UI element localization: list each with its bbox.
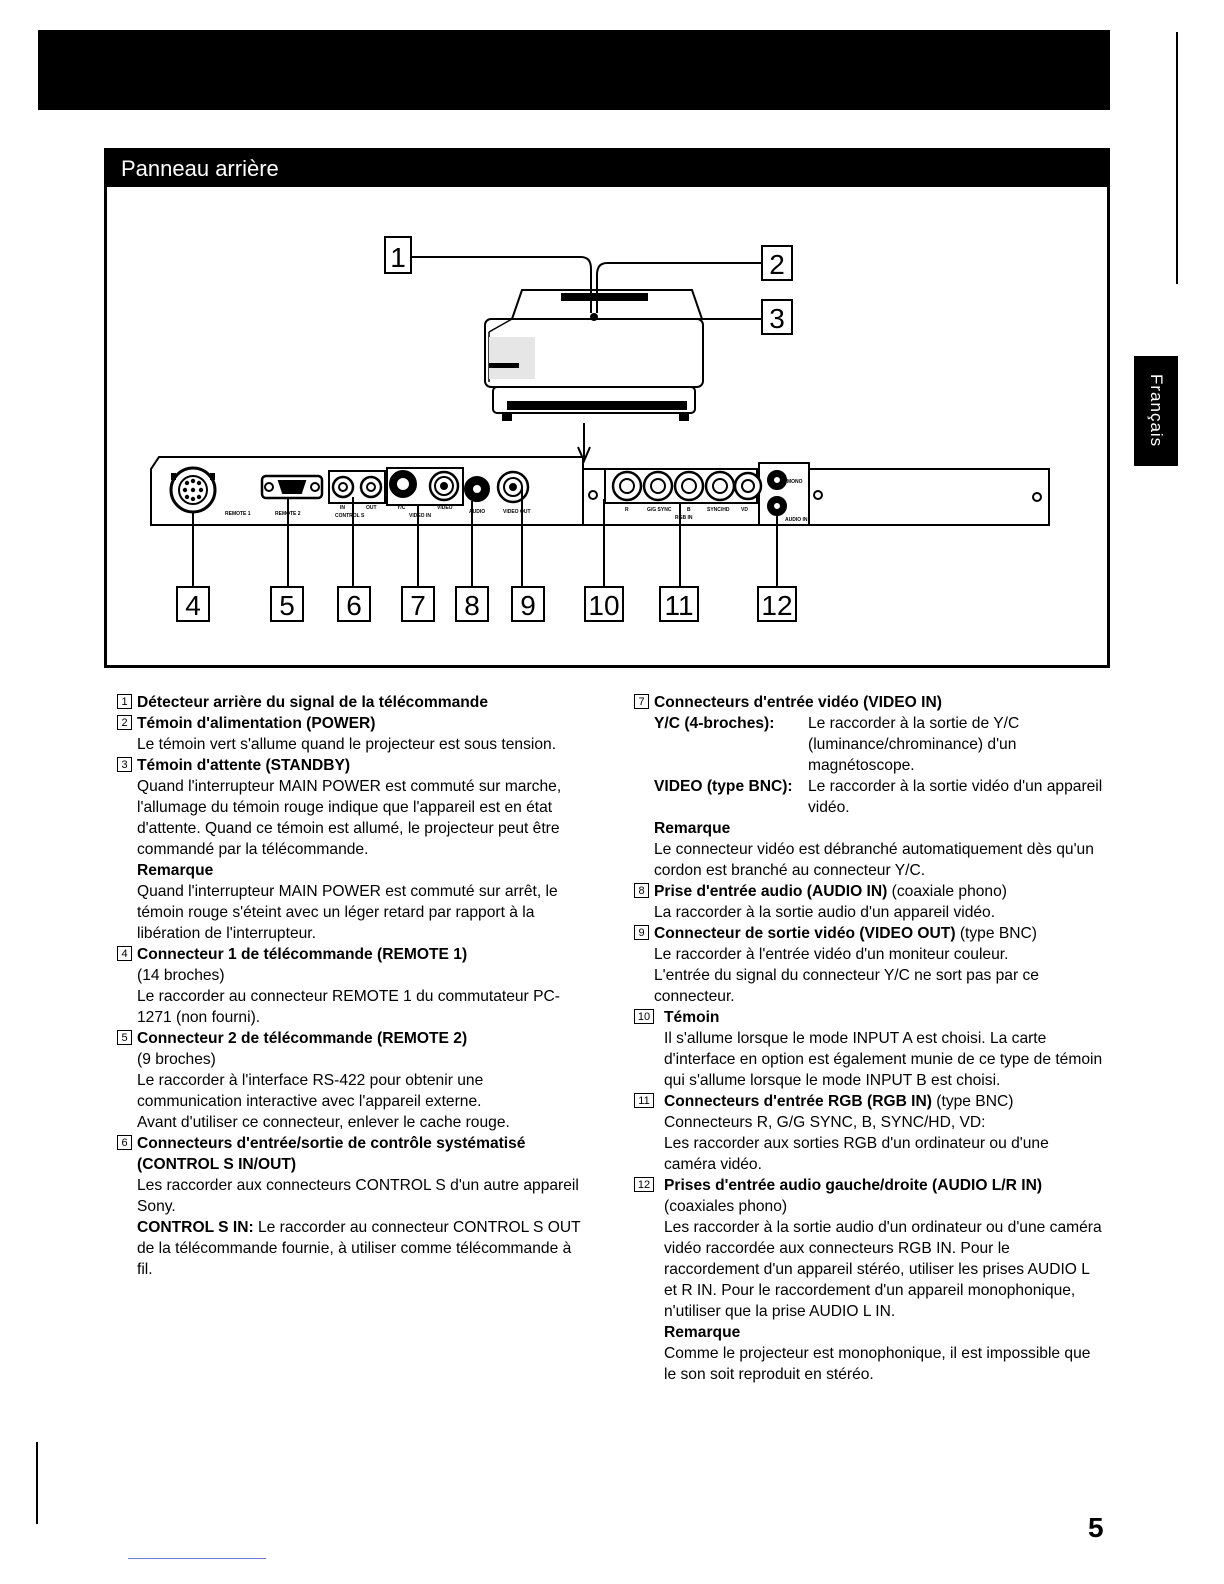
callout-label-12: 12 [761, 590, 793, 621]
item-title-10: Témoin [664, 1009, 720, 1026]
callout-label-4: 4 [185, 590, 201, 621]
panel-label-g-sync: G/G SYNC [647, 507, 672, 513]
item-9 [634, 923, 1104, 1007]
item-def-yc-label-7: Y/C (4-broches): [654, 715, 775, 732]
panel-label-sync-hd: SYNC/HD [707, 507, 730, 513]
item-def-video-label-7: VIDEO (type BNC): [654, 778, 793, 795]
item-body-6: Les raccorder aux connecteurs CONTROL S d'un autre appareil Sony. [137, 1177, 579, 1215]
item-2 [117, 713, 587, 755]
item-def-video-7 [654, 776, 1104, 818]
item-12 [634, 1175, 1104, 1385]
panel-label-yc: Y/C [397, 505, 406, 511]
item-sub-label-6: CONTROL S IN: [137, 1219, 254, 1236]
item-title-6: Connecteurs d'entrée/sortie de contrôle systématisé (CONTROL S IN/OUT) [137, 1135, 526, 1173]
panel-label-audio: AUDIO [469, 509, 486, 515]
item-3 [117, 755, 587, 944]
item-body2-11: Les raccorder aux sorties RGB d'un ordinateur ou d'une caméra vidéo. [664, 1135, 1049, 1173]
item-number-7: 7 [634, 694, 649, 709]
item-body-9: Le raccorder à l'entrée vidéo d'un moniteur couleur. [654, 946, 1009, 963]
left-column [117, 692, 587, 1280]
callout-label-3: 3 [769, 303, 785, 334]
callout-label-6: 6 [346, 590, 362, 621]
panel-label-mono: MONO [787, 479, 803, 485]
callout-label-9: 9 [520, 590, 536, 621]
callout-label-7: 7 [410, 590, 426, 621]
callout-label-1: 1 [390, 242, 406, 273]
item-body2-9: L'entrée du signal du connecteur Y/C ne sort pas par ce connecteur. [654, 967, 1039, 1005]
item-number-4: 4 [117, 946, 132, 961]
item-title-9: Connecteur de sortie vidéo (VIDEO OUT) [654, 925, 956, 942]
callout-label-8: 8 [464, 590, 480, 621]
panel-label-b: B [687, 507, 691, 513]
callout-label-11: 11 [664, 590, 694, 621]
item-body-12: Les raccorder à la sortie audio d'un ordinateur ou d'une caméra vidéo raccordée aux connecteurs RGB IN. Pour le raccordement d'un appareil stéréo, utiliser les prises AUDIO L et R IN. Pour le raccordement d'un appareil monophonique, n'utiliser que la prise AUDIO L IN. [664, 1219, 1102, 1320]
item-title-12: Prises d'entrée audio gauche/droite (AUDIO L/R IN) [664, 1177, 1043, 1194]
item-note-label-7: Remarque [654, 820, 731, 837]
language-tab-label: Français [1147, 374, 1166, 448]
projector-illustration [485, 290, 703, 421]
panel-label-remote1: REMOTE 1 [225, 511, 251, 517]
bottom-blue-line [128, 1558, 266, 1559]
item-6 [117, 1133, 587, 1280]
right-margin-rule [1176, 32, 1178, 284]
item-note-label-3: Remarque [137, 862, 214, 879]
item-suffix-9: (type BNC) [955, 925, 1037, 942]
panel-label-video-in: VIDEO IN [409, 513, 431, 519]
item-body-8: La raccorder à la sortie audio d'un appareil vidéo. [654, 904, 996, 921]
page-number: 5 [1088, 1512, 1104, 1543]
panel-label-remote2: REMOTE 2 [275, 511, 301, 517]
panel-label-r: R [625, 507, 629, 513]
item-number-5: 5 [117, 1030, 132, 1045]
item-def-video-text-7: Le raccorder à la sortie vidéo d'un appareil vidéo. [808, 778, 1103, 816]
item-title-5: Connecteur 2 de télécommande (REMOTE 2) [137, 1030, 468, 1047]
item-10 [634, 1007, 1104, 1091]
item-body-11: Connecteurs R, G/G SYNC, B, SYNC/HD, VD: [664, 1114, 986, 1131]
figure-title: Panneau arrière [107, 151, 1107, 187]
item-note-3: Quand l'interrupteur MAIN POWER est commuté sur arrêt, le témoin rouge s'éteint avec un léger retard par rapport à la libération de l'interrupteur. [137, 883, 558, 942]
item-sub-6 [137, 1217, 587, 1280]
item-number-8: 8 [634, 883, 649, 898]
item-def-yc-text-7: Le raccorder à la sortie de Y/C (luminance/chrominance) d'un magnétoscope. [808, 715, 1020, 774]
item-title-7: Connecteurs d'entrée vidéo (VIDEO IN) [654, 694, 942, 711]
callout-label-5: 5 [279, 590, 295, 621]
item-11 [634, 1091, 1104, 1175]
panel-label-out: OUT [366, 505, 377, 511]
item-title-4: Connecteur 1 de télécommande (REMOTE 1) [137, 946, 468, 963]
panel-label-audio-in: AUDIO IN [785, 517, 808, 523]
panel-label-vd: VD [741, 507, 748, 513]
panel-label-rgb-in: RGB IN [675, 515, 693, 521]
item-body2-5: Avant d'utiliser ce connecteur, enlever le cache rouge. [137, 1114, 510, 1131]
header-black-bar [38, 30, 1110, 110]
item-title-3: Témoin d'attente (STANDBY) [137, 757, 351, 774]
item-title-1: Détecteur arrière du signal de la télécommande [137, 694, 488, 711]
item-suffix-8: (coaxiale phono) [887, 883, 1007, 900]
panel-label-in: IN [340, 505, 345, 511]
item-number-1: 1 [117, 694, 132, 709]
item-7 [634, 692, 1104, 881]
item-title-2: Témoin d'alimentation (POWER) [137, 715, 376, 732]
item-number-10: 10 [634, 1009, 654, 1024]
panel-label-control: CONTROL S [335, 513, 365, 519]
item-body-5: Le raccorder à l'interface RS-422 pour obtenir une communication interactive avec l'appareil externe. [137, 1072, 484, 1110]
item-number-11: 11 [634, 1093, 654, 1108]
item-number-12: 12 [634, 1177, 654, 1192]
item-number-6: 6 [117, 1135, 132, 1150]
item-8 [634, 881, 1104, 923]
panel-label-video: VIDEO [437, 505, 453, 511]
rear-panel-diagram [107, 187, 1107, 665]
item-title-row-11 [664, 1091, 1104, 1112]
item-4 [117, 944, 587, 1028]
item-note-label-12: Remarque [664, 1324, 741, 1341]
item-title-row-9 [654, 923, 1104, 944]
item-note-7: Le connecteur vidéo est débranché automatiquement dès qu'un cordon est branché au connecteur Y/C. [654, 841, 1094, 879]
item-title-11: Connecteurs d'entrée RGB (RGB IN) [664, 1093, 932, 1110]
item-title-8: Prise d'entrée audio (AUDIO IN) [654, 883, 888, 900]
item-def-yc-7 [654, 713, 1104, 776]
callout-label-10: 10 [588, 590, 620, 621]
item-pins-12: (coaxiales phono) [664, 1198, 788, 1215]
panel-label-video-out: VIDEO OUT [503, 509, 531, 515]
item-body-10: Il s'allume lorsque le mode INPUT A est choisi. La carte d'interface en option est également munie de ce type de témoin qui s'allume lorsque le mode INPUT B est choisi. [664, 1030, 1103, 1089]
item-pins-4: (14 broches) [137, 967, 225, 984]
item-body-3: Quand l'interrupteur MAIN POWER est commuté sur marche, l'allumage du témoin rouge indique que l'appareil est en état d'attente. Quand ce témoin est allumé, le projecteur peut être commandé par la télécommande. [137, 778, 562, 858]
item-pins-5: (9 broches) [137, 1051, 216, 1068]
item-suffix-11: (type BNC) [931, 1093, 1014, 1110]
item-body-2: Le témoin vert s'allume quand le projecteur est sous tension. [137, 736, 557, 753]
left-margin-mark [36, 1442, 38, 1524]
item-1 [117, 692, 587, 713]
item-number-9: 9 [634, 925, 649, 940]
callout-label-2: 2 [769, 249, 785, 280]
item-number-3: 3 [117, 757, 132, 772]
item-title-row-8 [654, 881, 1104, 902]
item-sub-text-6: Le raccorder au connecteur CONTROL S OUT de la télécommande fournie, à utiliser comme télécommande à fil. [137, 1219, 581, 1278]
language-tab [1134, 356, 1178, 466]
item-body-4: Le raccorder au connecteur REMOTE 1 du commutateur PC-1271 (non fourni). [137, 988, 560, 1026]
item-note-12: Comme le projecteur est monophonique, il est impossible que le son soit reproduit en stéréo. [664, 1345, 1091, 1383]
item-5 [117, 1028, 587, 1133]
item-number-2: 2 [117, 715, 132, 730]
right-column [634, 692, 1104, 1385]
rear-panel-figure [104, 148, 1110, 668]
